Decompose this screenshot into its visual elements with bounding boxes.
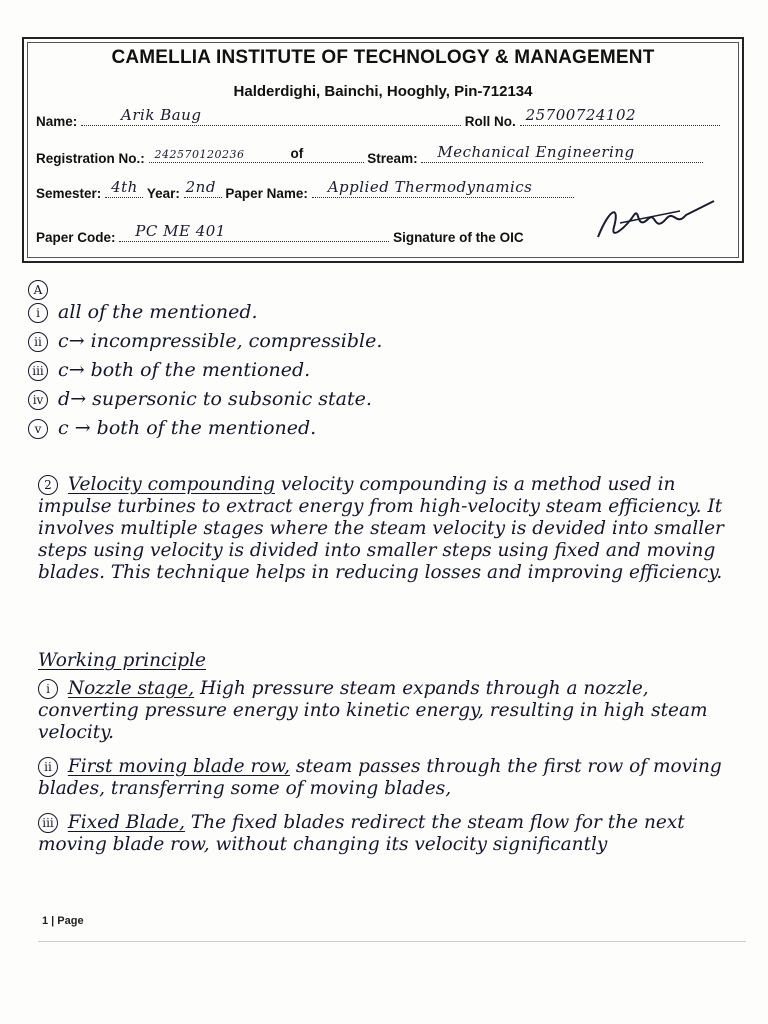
page-number: 1 | Page [42, 915, 84, 927]
name-label: Name: [36, 114, 78, 129]
working-principle-heading: Working principle [38, 650, 207, 671]
principle-step-1: i Nozzle stage, High pressure steam expands through a nozzle, converting pressure energy into kinetic energy, resulting in high steam velocity. [38, 678, 708, 743]
question-2-answer [38, 474, 746, 584]
paper-name-label: Paper Name: [225, 186, 308, 201]
registration-label: Registration No.: [36, 151, 145, 166]
year-field [184, 178, 222, 198]
step-1-title: Nozzle stage, [67, 678, 195, 699]
roll-value: 25700724102 [525, 106, 637, 124]
oic-signature-label: Signature of the OIC [393, 230, 524, 245]
question-2-body [38, 474, 746, 584]
step-2-text: steam passes through the first row of moving blades, transferring some of moving blades, [38, 756, 722, 799]
step-1-text: High pressure steam expands through a nozzle, converting pressure energy into kinetic energy, resulting in high steam velocity. [38, 678, 708, 743]
mcq-answers [28, 275, 748, 443]
paper-code-field [119, 222, 389, 242]
registration-row [36, 143, 730, 166]
footer-divider [38, 941, 746, 942]
principle-step-3: iii Fixed Blade, The fixed blades redirect the steam flow for the next moving blade row, without changing its velocity significantly [38, 812, 685, 855]
roll-field [520, 106, 720, 126]
institute-name: CAMELLIA INSTITUTE OF TECHNOLOGY & MANAGEMENT [111, 47, 655, 68]
name-field [81, 106, 461, 126]
institute-address: Halderdighi, Bainchi, Hooghly, Pin-712134 [233, 83, 533, 100]
stream-field [421, 143, 703, 163]
mcq-answer-3: iii c→ both of the mentioned. [28, 356, 748, 385]
exam-header-box [22, 37, 744, 263]
question-2-text: velocity compounding is a method used in impulse turbines to extract energy from high-velocity steam efficiency. It involves multiple stages where the steam velocity is devided into smaller steps using velocity is divided into smaller steps using fixed and moving blades. This technique helps in reducing losses and improving efficiency. [38, 474, 724, 583]
roll-label: Roll No. [464, 114, 516, 129]
principle-step-2: ii First moving blade row, steam passes through the first row of moving blades, transferring some of moving blades, [38, 756, 722, 799]
semester-field [105, 178, 143, 198]
paper-code-label: Paper Code: [36, 230, 116, 245]
step-3-text: The fixed blades redirect the steam flow for the next moving blade row, without changing its velocity significantly [38, 812, 685, 855]
stream-label: Stream: [367, 151, 418, 166]
name-row [36, 106, 730, 129]
mcq-answer-5: v c → both of the mentioned. [28, 414, 748, 443]
oic-signature-mark [590, 197, 720, 247]
registration-field [149, 148, 364, 163]
step-3-title: Fixed Blade, [67, 812, 185, 833]
paper-code-value: PC ME 401 [135, 222, 226, 240]
registration-value: 242570120236 [154, 148, 245, 161]
question-2-number: 2 [38, 475, 58, 495]
semester-label: Semester: [36, 186, 102, 201]
year-value: 2nd [185, 178, 216, 196]
mcq-answer-2: ii c→ incompressible, compressible. [28, 327, 748, 356]
question-2-title: Velocity compounding [67, 474, 275, 495]
stream-value: Mechanical Engineering [437, 143, 635, 161]
semester-value: 4th [111, 178, 138, 196]
mcq-answer-1: i all of the mentioned. [28, 298, 748, 327]
section-label: A [28, 280, 48, 300]
registration-suffix: of [290, 146, 304, 161]
mcq-answer-4: iv d→ supersonic to subsonic state. [28, 385, 748, 414]
working-principle-section [38, 650, 746, 856]
paper-name-value: Applied Thermodynamics [327, 178, 533, 196]
paper-name-field [312, 178, 574, 198]
year-label: Year: [146, 186, 180, 201]
name-value: Arik Baug [121, 106, 202, 124]
step-2-title: First moving blade row, [67, 756, 290, 777]
